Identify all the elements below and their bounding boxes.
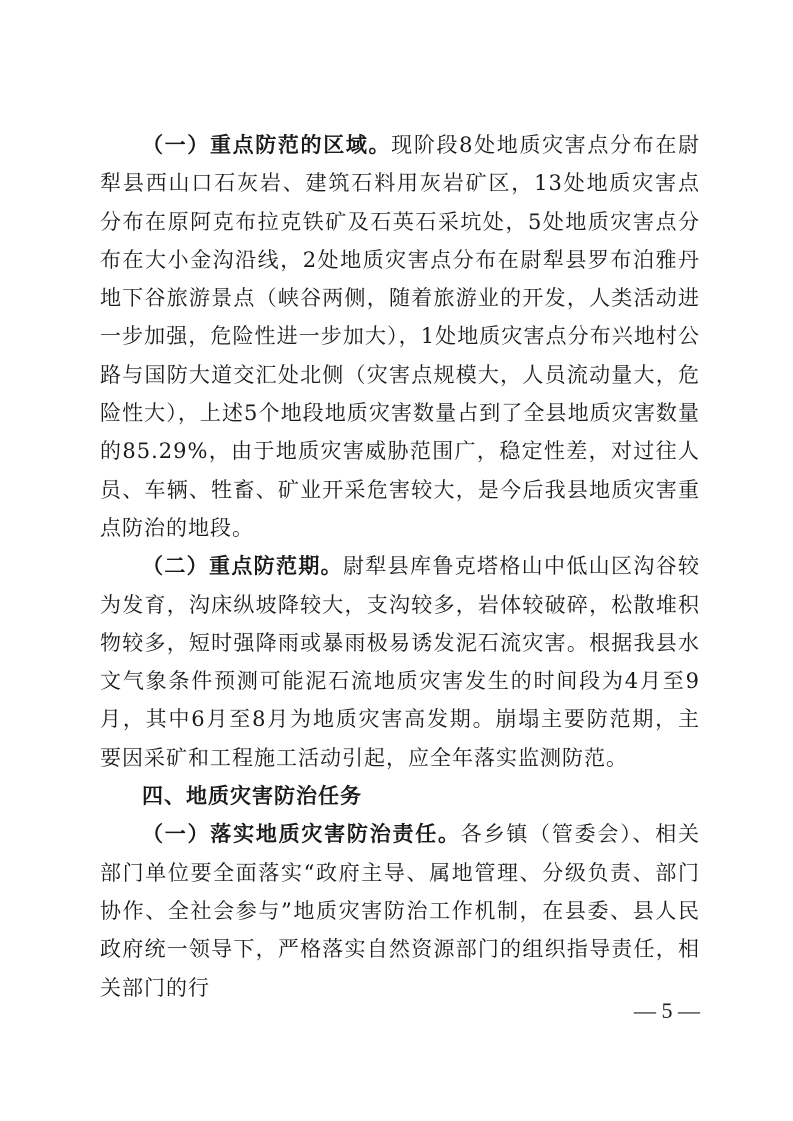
section-heading: 四、地质灾害防治任务 bbox=[142, 784, 362, 809]
paragraph-lead: （二）重点防范期。 bbox=[142, 554, 343, 579]
paragraph-key-areas bbox=[100, 126, 700, 547]
paragraph-key-period bbox=[100, 547, 700, 777]
paragraph-body: 各乡镇（管委会）、相关部门单位要全面落实“政府主导、属地管理、分级负责、部门协作、全社会参与”地质灾害防治工作机制，在县委、县人民政府统一领导下，严格落实自然资源部门的组织指导责任，相关部门的行 bbox=[100, 822, 701, 1000]
paragraph-responsibility bbox=[100, 815, 700, 1006]
paragraph-lead: （一）重点防范的区域。 bbox=[142, 133, 392, 157]
paragraph-lead: （一）落实地质灾害防治责任。 bbox=[142, 822, 461, 847]
paragraph-body: 尉犁县库鲁克塔格山中低山区沟谷较为发育，沟床纵坡降较大，支沟较多，岩体较破碎，松散堆积物较多，短时强降雨或暴雨极易诱发泥石流灾害。根据我县水文气象条件预测可能泥石流地质灾害发生的时间段为4月至9月，其中6月至8月为地质灾害高发期。崩塌主要防范期，主要因采矿和工程施工活动引起，应全年落实监测防范。 bbox=[100, 554, 700, 770]
page-content bbox=[100, 126, 700, 1007]
page-number: — 5 — bbox=[634, 998, 700, 1023]
paragraph-body: 现阶段8处地质灾害点分布在尉犁县西山口石灰岩、建筑石料用灰岩矿区，13处地质灾害点分布在原阿克布拉克铁矿及石英石采坑处，5处地质灾害点分布在大小金沟沿线，2处地质灾害点分布在尉犁县罗布泊雅丹地下谷旅游景点（峡谷两侧，随着旅游业的开发，人类活动进一步加强，危险性进一步加大），1处地质灾害点分布兴地村公路与国防大道交汇处北侧（灾害点规模大，人员流动量大，危险性大），上述5个地段地质灾害数量占到了全县地质灾害数量的85.29%，由于地质灾害威胁范围广，稳定性差，对过往人员、车辆、牲畜、矿业开采危害较大，是今后我县地质灾害重点防治的地段。 bbox=[100, 133, 700, 540]
